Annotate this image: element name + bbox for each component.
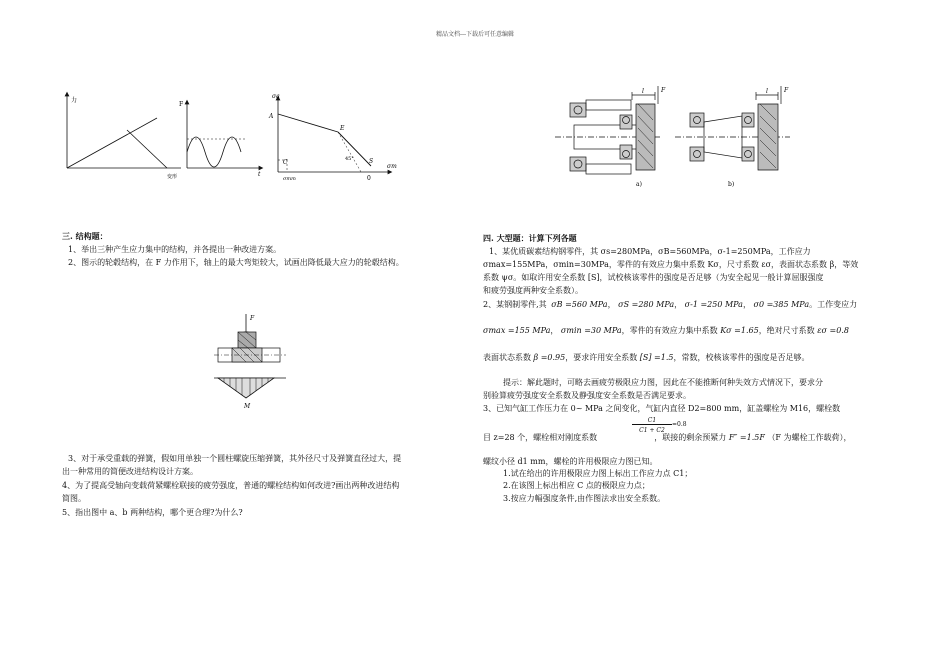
p2-line3 [483, 352, 809, 364]
limit-stress-diagram [268, 93, 397, 182]
label-b: b) [728, 181, 735, 188]
dim-l-b: l [766, 88, 768, 95]
p2-work-stress: 。工作变应力 [809, 300, 858, 309]
p3-frac-val: =0.8 [672, 421, 687, 428]
label-a: a) [636, 181, 642, 188]
p3-line1: 3、已知气缸工作压力在 0~ MPa 之间变化，气缸内直径 D2=800 mm，缸盖螺栓为 M16，螺栓数 [483, 404, 841, 413]
p2-safety-text: ，要求许用安全系数 [565, 353, 638, 362]
p3-bolt-count: 目 z=28 个，螺栓相对刚度系数 [483, 433, 598, 442]
force-deformation-diagram [67, 94, 184, 180]
section3-q1: 1、举出三种产生应力集中的结构，并各提出一种改进方案。 [68, 245, 282, 254]
angle-label: 45° [345, 156, 354, 162]
dim-l-a: l [642, 88, 644, 95]
assembly-b [675, 86, 790, 170]
p1-line3: 系数 ψσ。如取许用安全系数 [S]，试校核该零件的强度是否足够（为安全起见一般计算屈服强度 [483, 273, 824, 282]
p3-line2 [483, 432, 852, 444]
p1-line1: 1、某优质碳素结构钢零件，其 σs=280MPa，σB=560MPa，σ-1=250MPa，工作应力 [489, 247, 811, 256]
fig1-y-label: 力 [71, 97, 78, 104]
fig3-y-label: σa [272, 93, 280, 100]
p3-step3: 3.按应力幅强度条件,由作图法求出安全系数。 [503, 494, 666, 503]
fig2-y-label: F [179, 101, 184, 108]
hub-fig-M: M [244, 403, 251, 410]
p3-step2: 2.在该图上标出相应 C 点的极限应力点； [503, 481, 650, 490]
point-C-label: C [283, 159, 288, 166]
p2-sigma-max: σmax =155 MPa [483, 326, 551, 335]
top-right-figures [550, 80, 795, 192]
page-header: 精品文档---下载后可任意编辑 [435, 31, 515, 38]
p2-line1: 2、某钢制零件,其 σB =560 MPa， σS =280 MPa， σ-1 =250 MPa， σ0 =385 MPa。工作变应力 [483, 300, 858, 309]
p2-kconc-text: ，零件的有效应力集中系数 [621, 326, 718, 335]
p2-sigma-min: σmin =30 MPa [560, 326, 622, 335]
force-F-b: F [784, 87, 789, 94]
section3-q3-l2: 出一种常用的简便改进结构设计方案。 [62, 467, 198, 476]
p3-preload-text: ，联接的剩余预紧力 [654, 433, 727, 442]
p3-frac-num: C1 [632, 417, 672, 425]
fig3-x-label: σm [387, 163, 397, 170]
p2-size-text: ，绝对尺寸系数 [758, 326, 815, 335]
p3-step1: 1.试在给出的许用极限应力图上标出工作应力点 C1； [503, 469, 693, 478]
p2-beta: β =0.95 [533, 353, 566, 362]
p1-line2: σmax=155MPa，σmin=30MPa，零件的有效应力集中系数 Kσ，尺寸系数 εσ，表面状态系数 β，等效 [483, 260, 859, 269]
section3-q2: 2、图示的轮毂结构，在 F 力作用下，轴上的最大弯矩较大，试画出降低最大应力的轮毂结构。 [68, 258, 404, 267]
section3-q5: 5、指出图中 a、b 两种结构，哪个更合理?为什么? [62, 508, 243, 517]
fig1-x-label: 变形 [167, 174, 178, 180]
section3-q3-l1: 3、对于承受重载的弹簧，假如用单独一个圆柱螺旋压缩弹簧，其外径尺寸及弹簧直径过大，提 [68, 454, 402, 463]
section4-title: 四. 大型题：计算下列各题 [483, 233, 577, 243]
point-S-label: S [369, 158, 374, 165]
p2-sigmaB: σB =560 MPa [551, 300, 608, 309]
p2-sigma0: σ0 =385 MPa [753, 300, 810, 309]
force-F-a: F [661, 87, 666, 94]
section3-q4-l1: 4、为了提高受轴向变载荷紧螺栓联接的疲劳强度，普通的螺栓结构如何改进?画出两种改进结构 [62, 481, 400, 490]
p2-K: Kσ =1.65 [720, 326, 759, 335]
origin-label: 0 [367, 175, 371, 182]
p3-frac-den: C1 + C2 [639, 427, 665, 434]
hint-line2: 别验算疲劳强度安全系数及静强度安全系数是否满足要求。 [483, 391, 691, 400]
p3-load-note: （F 为螺栓工作载荷）， [767, 433, 852, 442]
hint-line1: 提示：解此题时，可略去画疲劳极限应力图，因此在不能推断何种失效方式情况下，要求分 [503, 378, 823, 387]
p2-intro: 2、某钢制零件,其 [483, 300, 547, 309]
top-left-figures [55, 88, 405, 183]
p2-eps: εσ =0.8 [817, 326, 849, 335]
sigma-mm-label: σmm [283, 176, 296, 182]
p1-line4: 和疲劳强度两种安全系数）。 [483, 286, 583, 295]
section3-q4-l2: 简图。 [62, 494, 86, 503]
point-E-label: E [340, 125, 345, 132]
p3-line3: 螺纹小径 d1 mm，螺栓的许用极限应力图已知。 [483, 457, 658, 466]
hub-fig-F: F [250, 315, 255, 322]
p2-sigmaS: σS =280 MPa [618, 300, 675, 309]
section3-title: 三. 结构题： [62, 231, 108, 241]
p2-sigma-1: σ-1 =250 MPa [684, 300, 743, 309]
p2-check-text: ，常数，校核该零件的强度是否足够。 [673, 353, 810, 362]
p2-surface-text: 表面状态系数 [483, 353, 531, 362]
force-time-diagram [179, 101, 261, 178]
p3-Fpp: F″ =1.5F [728, 433, 765, 442]
p2-S: [S] =1.5 [639, 353, 674, 362]
hub-moment-figure [210, 312, 290, 410]
assembly-a [555, 86, 662, 174]
point-A-label: A [269, 113, 274, 120]
p2-line2: σmax =155 MPa， σmin =30 MPa，零件的有效应力集中系数 Kσ =1.65，绝对尺寸系数 εσ =0.8 [483, 326, 849, 335]
fig2-x-label: t [258, 171, 261, 178]
